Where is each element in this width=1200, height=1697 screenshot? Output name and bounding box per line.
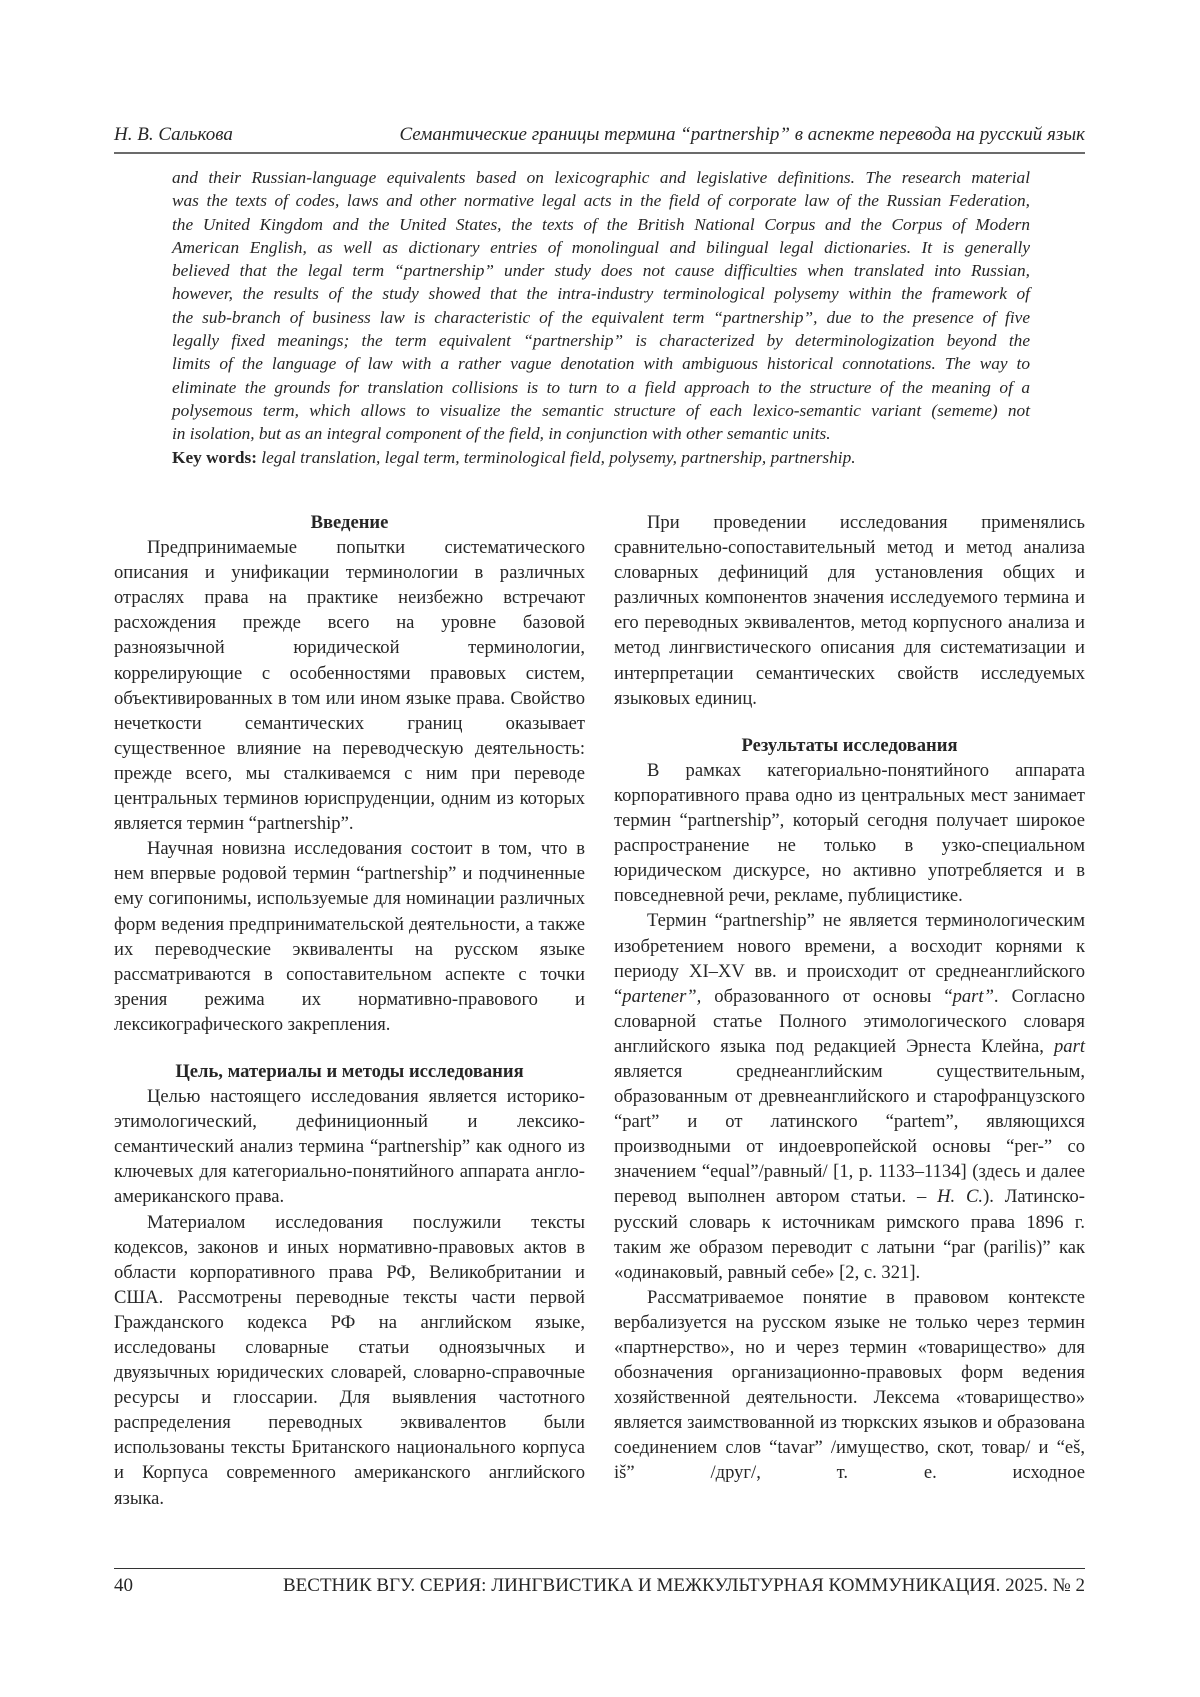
section-heading-introduction: Введение	[310, 512, 389, 533]
paragraph: В рамках категориально-понятийного аппарата корпоративного права одно из центральных мест занимает термин “partnership”, который сегодня получает широкое распространение не только в узко-специальном юридическом дискурсе, но активно употребляется и в повседневной речи, рекламе, публицистике.	[614, 759, 1085, 907]
abstract-line: the United Kingdom and the United States, the texts of the British National Corpus and the Corpus of Modern	[172, 214, 1030, 234]
text-run: Термин “partnership” не является терминологическим изобретением нового времени, а восходит корнями к периоду XI–XV вв. и происходит от среднеанглийского “	[614, 910, 1085, 1007]
paragraph: Материалом исследования послужили тексты кодексов, законов и иных нормативно-правовых актов в области корпоративного права РФ, Великобритании и США. Рассмотрены переводные тексты части первой Гражданского кодекса РФ на английском языке, исследованы словарные статьи одноязычных и двуязычных юридических словарей, словарно-справочные ресурсы и глоссарии. Для выявления частотного распределения переводных эквивалентов были использованы тексты Британского национального корпуса и Корпуса современного американского английского языка.	[114, 1211, 585, 1509]
paragraph: Научная новизна исследования состоит в том, что в нем впервые родовой термин “partnership” и подчиненные ему согипонимы, используемые для номинации различных форм ведения предпринимательской деятельности, а также их переводческие эквиваленты на русском языке рассматриваются в сопоставительном аспекте с точки зрения режима их нормативно-правового и лексикографического закрепления.	[114, 838, 585, 1035]
keywords	[172, 446, 1030, 469]
footer-rule	[114, 1568, 1085, 1569]
abstract-line: the sub-branch of business law is characteristic of the equivalent term “partnership”, due to the presence of five	[172, 307, 1030, 327]
abstract-line: believed that the legal term “partnership” under study does not cause difficulties when translated into Russian,	[172, 261, 1030, 281]
section-heading-results: Результаты исследования	[741, 734, 958, 756]
abstract-line: eliminate the grounds for translation collisions is to turn to a field approach to the structure of the meaning of a	[172, 377, 1030, 397]
abstract	[172, 166, 1030, 469]
right-column	[614, 510, 1085, 1486]
page-number: 40	[114, 1575, 133, 1596]
abstract-line: however, the results of the study showed that the intra-industry terminological polysemy within the framework of	[172, 284, 1030, 304]
abstract-line: legally fixed meanings; the term equivalent “partnership” is characterized by determinologization beyond the	[172, 331, 1030, 351]
keywords-list: legal translation, legal term, terminological field, polysemy, partnership, partnership.	[261, 447, 856, 467]
header-article-title: Семантические границы термина “partnership” в аспекте перевода на русский язык	[399, 124, 1085, 145]
paragraph: Предпринимаемые попытки систематического описания и унификации терминологии в различных отраслях права на практике неизбежно встречают расхождения прежде всего на уровне базовой разноязычной юридической терминологии, коррелирующие с особенностями правовых систем, объективированных в том или ином языке права. Свойство нечеткости семантических границ оказывает существенное влияние на переводческую деятельность: прежде всего, мы сталкиваемся с ним при переводе центральных терминов юриспруденции, одним из которых является термин “partnership”.	[114, 537, 585, 835]
italic-initials: Н. С.	[937, 1186, 984, 1208]
text-run: является среднеанглийским существительным, образованным от древнеанглийского и старофранцузского “part” и от латинского “partem”, являющихся производными от индоевропейской основы “per-” со значением “equal”/равный/ [1, p. 1133–1134] (здесь и далее перевод выполнен автором статьи. –	[614, 1060, 1085, 1208]
paragraph: Рассматриваемое понятие в правовом контексте вербализуется на русском языке не только через термин «партнерство», но и через термин «товарищество» для обозначения организационно-правовых форм ведения хозяйственной деятельности. Лексема «товарищество» является заимствованной из тюркских языков и образована соединением слов “tavar” /имущество, скот, товар/ и “eš, iš” /друг/, т. е. исходное	[614, 1286, 1085, 1484]
paragraph-etymology	[614, 908, 1085, 1284]
abstract-line: polysemous term, which allows to visualize the semantic structure of each lexico-semantic variant (sememe) not	[172, 400, 1030, 420]
italic-term: part”	[952, 985, 994, 1007]
abstract-line: American English, as well as dictionary entries of monolingual and bilingual legal dictionaries. It is generally	[172, 237, 1030, 257]
text-run: . Согласно словарной статье Полного этимологического словаря английского языка под редакцией Эрнеста Клейна,	[614, 985, 1085, 1057]
section-heading-goals-methods: Цель, материалы и методы исследования	[175, 1060, 524, 1082]
keywords-label: Key words:	[172, 447, 257, 467]
italic-term: partener”,	[622, 985, 702, 1007]
journal-title: ВЕСТНИК ВГУ. СЕРИЯ: ЛИНГВИСТИКА И МЕЖКУЛЬТУРНАЯ КОММУНИКАЦИЯ. 2025. № 2	[283, 1575, 1085, 1596]
text-run: образованного от основы “	[701, 985, 953, 1007]
italic-term: part	[1054, 1035, 1085, 1057]
abstract-line: in isolation, but as an integral component of the field, in conjunction with other semantic units.	[172, 424, 831, 444]
left-column	[114, 510, 585, 1511]
abstract-line: limits of the language of law with a rather vague denotation with ambiguous historical connotations. The way to	[172, 354, 1030, 374]
text-run: ). Латинско-русский словарь к источникам римского права 1896 г. таким же образом переводит с латыни “par (parilis)” как «одинаковый, равный себе» [2, с. 321].	[614, 1186, 1086, 1283]
paragraph: При проведении исследования применялись сравнительно-сопоставительный метод и метод анализа словарных дефиниций для установления общих и различных компонентов значения исследуемого термина и его переводных эквивалентов, метод корпусного анализа и метод лингвистического описания для систематизации и интерпретации семантических свойств исследуемых языковых единиц.	[614, 512, 1085, 709]
abstract-line: and their Russian-language equivalents based on lexicographic and legislative definitions. The research material	[172, 168, 1030, 187]
abstract-line: was the texts of codes, laws and other normative legal acts in the field of corporate law of the Russian Federation,	[172, 191, 1030, 211]
header-author: Н. В. Салькова	[114, 124, 233, 145]
paragraph: Целью настоящего исследования является историко-этимологический, дефиниционный и лексико-семантический анализ термина “partnership” как одного из ключевых для категориально-понятийного аппарата англо-американского права.	[114, 1086, 585, 1208]
header-rule	[114, 152, 1085, 154]
